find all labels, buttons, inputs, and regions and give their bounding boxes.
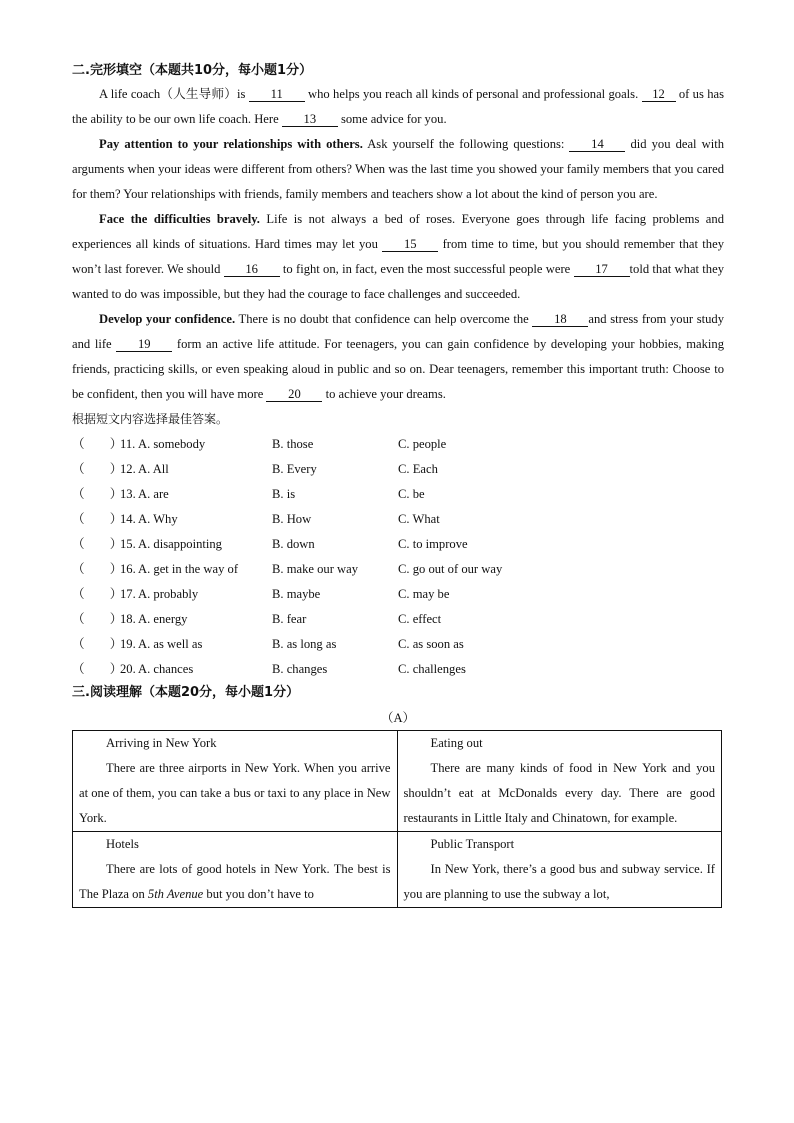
option-row: （ ） 19. A. as well as B. as long as C. as soon as bbox=[72, 632, 724, 657]
cloze-paragraph-3: Face the difficulties bravely. Life is not always a bed of roses. Everyone goes through life facing problems and experiences all kinds of situations. Hard times may let you 15 from time to time, but you should remember that they won’t last forever. We should 16 to fight on, in fact, even the most successful people were 17 told that what they wanted to do was impossible, but they had the courage to face challenges and succeeded. bbox=[72, 212, 724, 301]
answer-bracket[interactable]: （ ） bbox=[72, 537, 123, 551]
cell-title: Hotels bbox=[106, 837, 139, 851]
heading-relationships: Pay attention to your relationships with others. bbox=[99, 137, 363, 151]
options-list bbox=[72, 432, 724, 682]
option-row: （ ） 15. A. disappointing B. down C. to improve bbox=[72, 532, 724, 557]
cell-body: There are three airports in New York. When you arrive at one of them, you can take a bus or taxi to any place in New York. bbox=[79, 761, 391, 825]
worksheet-page bbox=[72, 60, 724, 908]
heading-difficulties: Face the difficulties bravely. bbox=[99, 212, 260, 226]
answer-bracket[interactable]: （ ） bbox=[72, 512, 123, 526]
blank-13: 13 bbox=[282, 112, 338, 127]
cell-public-transport bbox=[397, 832, 722, 908]
blank-18: 18 bbox=[532, 312, 588, 327]
answer-bracket[interactable]: （ ） bbox=[72, 662, 123, 676]
cell-eating-out bbox=[397, 731, 722, 832]
answer-bracket[interactable]: （ ） bbox=[72, 587, 123, 601]
answer-bracket[interactable]: （ ） bbox=[72, 637, 123, 651]
blank-16: 16 bbox=[224, 262, 280, 277]
cloze-paragraph-1: A life coach（人生导师）is 11 who helps you reach all kinds of personal and professional goals. 12 of us has the ability to be our own life coach. Here 13 some advice for you. bbox=[72, 87, 724, 126]
answer-bracket[interactable]: （ ） bbox=[72, 462, 123, 476]
cell-title: Eating out bbox=[430, 736, 483, 750]
option-row: （ ） 12. A. All B. Every C. Each bbox=[72, 457, 724, 482]
blank-19: 19 bbox=[116, 337, 172, 352]
passage-a-label: （A） bbox=[380, 711, 416, 725]
option-row: （ ） 11. A. somebody B. those C. people bbox=[72, 432, 724, 457]
section-2-title: 二.完形填空（本题共10分，每小题1分） bbox=[72, 63, 313, 78]
option-row: （ ） 20. A. chances B. changes C. challenges bbox=[72, 657, 724, 682]
instruction-text: 根据短文内容选择最佳答案。 bbox=[72, 412, 229, 426]
option-row: （ ） 16. A. get in the way of B. make our way C. go out of our way bbox=[72, 557, 724, 582]
answer-bracket[interactable]: （ ） bbox=[72, 437, 123, 451]
cell-title: Arriving in New York bbox=[106, 736, 217, 750]
cell-arriving bbox=[73, 731, 398, 832]
cloze-paragraph-2: Pay attention to your relationships with others. Ask yourself the following questions: 14 did you deal with arguments when your ideas were different from others? When was the last time you showed your family members that you cared for them? Your relationships with friends, family members and teachers show a lot about the kind of person you are. bbox=[72, 137, 724, 201]
blank-20: 20 bbox=[266, 387, 322, 402]
cell-body: There are lots of good hotels in New York. The best is The Plaza on 5th Avenue but you don’t have to bbox=[79, 862, 391, 901]
option-row: （ ） 13. A. are B. is C. be bbox=[72, 482, 724, 507]
blank-14: 14 bbox=[569, 137, 625, 152]
answer-bracket[interactable]: （ ） bbox=[72, 612, 123, 626]
cell-body: In New York, there’s a good bus and subway service. If you are planning to use the subway a lot, bbox=[403, 862, 715, 901]
cell-title: Public Transport bbox=[430, 837, 515, 851]
blank-11: 11 bbox=[249, 87, 305, 102]
new-york-info-table bbox=[72, 730, 722, 908]
answer-bracket[interactable]: （ ） bbox=[72, 562, 123, 576]
cloze-paragraph-4: Develop your confidence. There is no doubt that confidence can help overcome the 18 and stress from your study and life 19 form an active life attitude. For teenagers, you can gain confidence by developing your hobbies, making friends, practicing skills, or even speaking aloud in public and so on. Dear teenagers, remember this important truth: Choose to be confident, then you will have more 20 to achieve your dreams. bbox=[72, 312, 725, 401]
answer-bracket[interactable]: （ ） bbox=[72, 487, 123, 501]
cell-body: There are many kinds of food in New York and you shouldn’t eat at McDonalds every day. There are good restaurants in Little Italy and Chinatown, for example. bbox=[403, 761, 715, 825]
blank-15: 15 bbox=[382, 237, 438, 252]
blank-12: 12 bbox=[642, 87, 676, 102]
option-row: （ ） 17. A. probably B. maybe C. may be bbox=[72, 582, 724, 607]
section-3-title: 三.阅读理解（本题20分，每小题1分） bbox=[72, 685, 300, 700]
option-row: （ ） 18. A. energy B. fear C. effect bbox=[72, 607, 724, 632]
blank-17: 17 bbox=[574, 262, 630, 277]
heading-confidence: Develop your confidence. bbox=[99, 312, 236, 326]
cell-hotels bbox=[73, 832, 398, 908]
option-row: （ ） 14. A. Why B. How C. What bbox=[72, 507, 724, 532]
